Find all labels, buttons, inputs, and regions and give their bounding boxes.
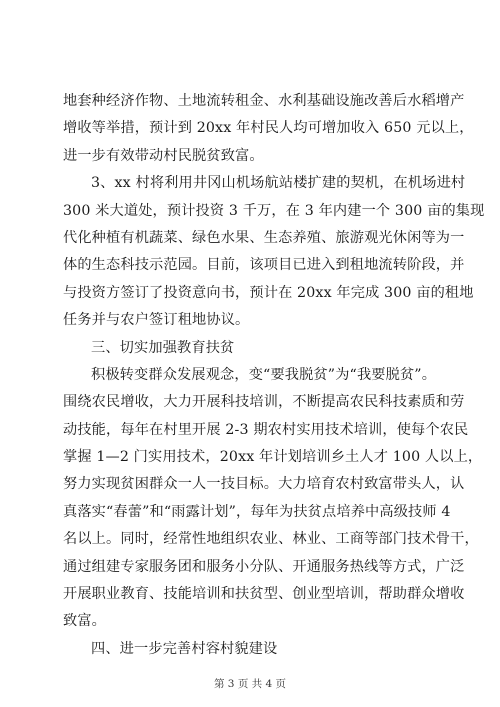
text-line: 体的生态科技示范园。目前，该项目已进入到租地流转阶段，并: [63, 257, 465, 274]
text-line: 名以上。同时，经常性地组织农业、林业、工商等部门技术骨干，: [63, 531, 479, 548]
text-line: 积极转变群众发展观念，变“要我脱贫”为“我要脱贫”。: [91, 366, 437, 383]
text-line: 努力实现贫困群众一人一技目标。大力培育农村致富带头人，认: [63, 476, 465, 493]
page-footer: 第 3 页 共 4 页: [213, 678, 287, 690]
text-line: 三、切实加强教育扶贫: [91, 339, 235, 356]
text-line: 地套种经济作物、土地流转租金、水利基础设施改善后水稻增产: [63, 93, 465, 109]
text-line: 开展职业教育、技能培训和扶贫型、创业型培训，帮助群众增收: [63, 586, 465, 603]
text-line: 致富。: [63, 613, 107, 630]
text-line: 掌握 1—2 门实用技术，20xx 年计划培训乡土人才 100 人以上，: [63, 449, 483, 466]
text-line: 真落实“春蕾”和“雨露计划”，每年为扶贫点培养中高级技师 4: [63, 503, 451, 520]
text-line: 动技能，每年在村里开展 2-3 期农村实用技术培训，使每个农民: [63, 421, 469, 438]
text-line: 四、进一步完善村容村貌建设: [91, 640, 278, 657]
text-line: 进一步有效带动村民脱贫致富。: [63, 147, 264, 164]
text-line: 增收等举措，预计到 20xx 年村民人均可增加收入 650 元以上，: [63, 120, 474, 137]
text-line: 代化种植有机蔬菜、绿色水果、生态养殖、旅游观光休闲等为一: [63, 229, 465, 246]
text-line: 围绕农民增收，大力开展科技培训，不断提高农民科技素质和劳: [63, 394, 465, 411]
text-line: 与投资方签订了投资意向书，预计在 20xx 年完成 300 亩的租地: [63, 284, 474, 301]
document-body: [63, 88, 485, 663]
text-line: 300 米大道处，预计投资 3 千万，在 3 年内建一个 300 亩的集现: [63, 202, 485, 219]
text-line: 3、xx 村将利用井冈山机场航站楼扩建的契机，在机场进村: [91, 175, 466, 192]
text-line: 任务并与农户签订租地协议。: [63, 312, 250, 329]
text-line: 通过组建专家服务团和服务小分队、开通服务热线等方式，广泛: [63, 558, 465, 575]
